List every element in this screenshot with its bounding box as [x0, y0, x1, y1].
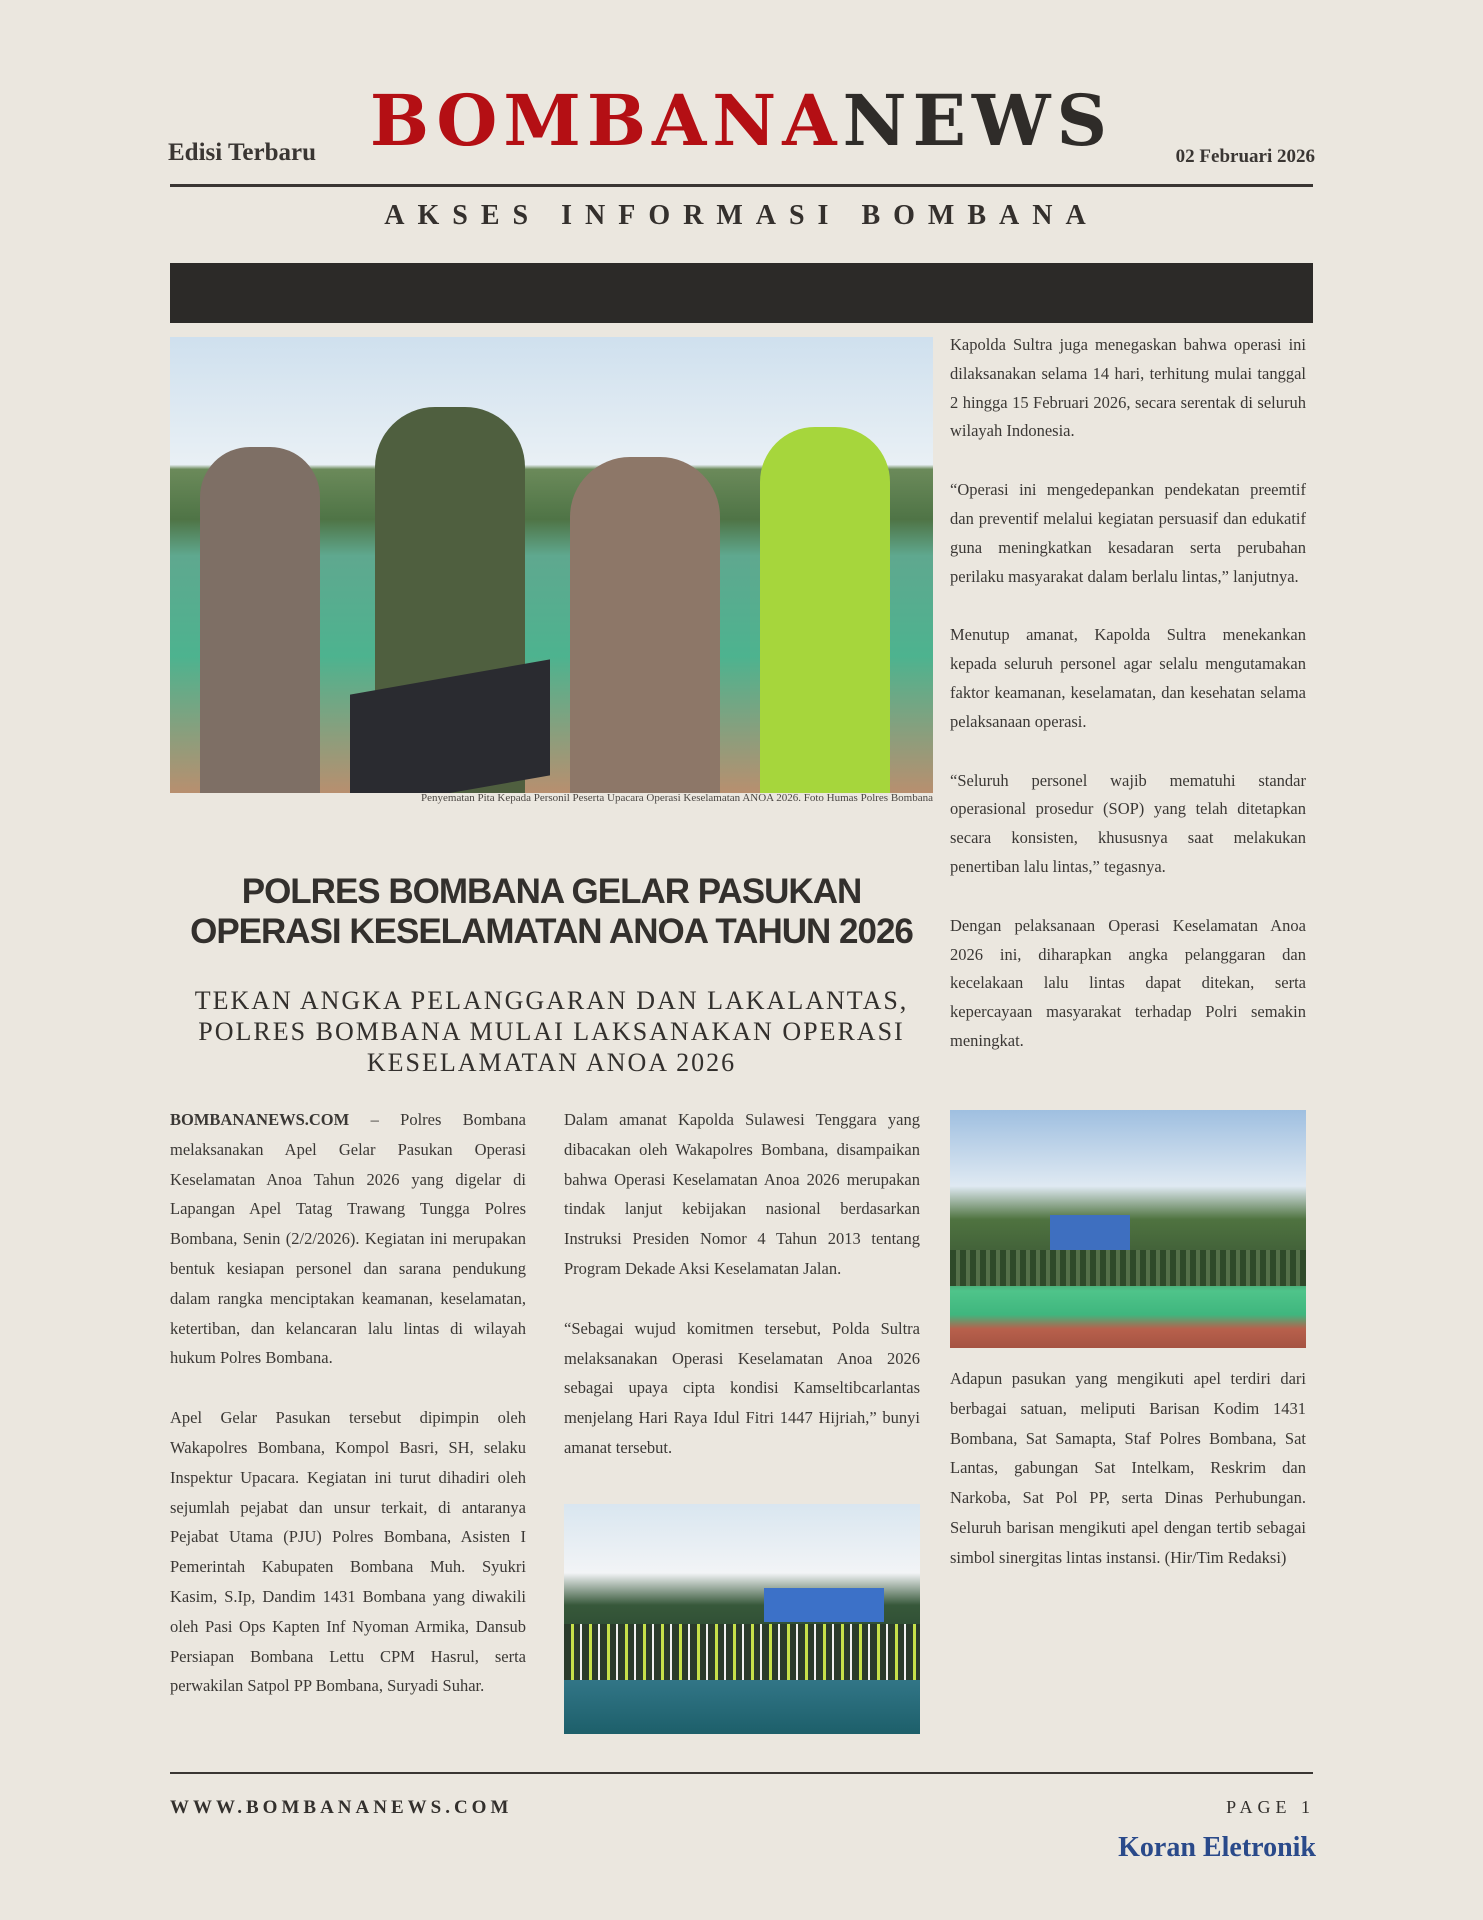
- edition-label: Edisi Terbaru: [168, 139, 316, 166]
- masthead-news: NEWS: [842, 79, 1114, 162]
- masthead-bombana: BOMBANA: [369, 79, 843, 162]
- photo-figure-policewoman: [200, 447, 320, 793]
- article-column-1: [170, 1105, 526, 1731]
- header-black-bar: [170, 263, 1313, 323]
- footer-rule: [170, 1772, 1313, 1774]
- photo-figure-officer: [570, 457, 720, 793]
- article-paragraph: Dengan pelaksanaan Operasi Keselamatan Anoa 2026 ini, diharapkan angka pelanggaran dan kecelakaan lalu lintas dapat ditekan, serta kepercayaan masyarakat terhadap Polri semakin meningkat.: [950, 915, 1306, 1050]
- issue-date: 02 Februari 2026: [1175, 146, 1315, 167]
- article-paragraph: BOMBANANEWS.COM – Polres Bombana melaksanakan Apel Gelar Pasukan Operasi Keselamatan Anoa Tahun 2026 yang digelar di Lapangan Apel Tatag Trawang Tungga Polres Bombana, Senin (2/2/2026). Kegiatan ini merupakan bentuk kesiapan personel dan sarana pendukung dalam rangka menciptakan keamanan, keselamatan, ketertiban, dan kelancaran lalu lintas di wilayah hukum Polres Bombana.: [170, 1110, 526, 1368]
- dateline: BOMBANANEWS.COM: [170, 1110, 350, 1129]
- article-column-3-bottom: [950, 1364, 1306, 1603]
- article-paragraph: Apel Gelar Pasukan tersebut dipimpin oleh Wakapolres Bombana, Kompol Basri, SH, selaku Inspektur Upacara. Kegiatan ini turut dihadiri oleh sejumlah pejabat dan unsur terkait, di antaranya Pejabat Utama (PJU) Polres Bombana, Asisten I Pemerintah Kabupaten Bombana Muh. Syukri Kasim, S.Ip, Dandim 1431 Bombana yang diwakili oleh Pasi Ops Kapten Inf Nyoman Armika, Dansub Persiapan Bombana Lettu CPM Hasrul, serta perwakilan Satpol PP Bombana, Suryadi Suhar.: [170, 1408, 526, 1696]
- footer-brand: Koran Eletronik: [1118, 1832, 1316, 1863]
- photo-troop-row: [950, 1250, 1306, 1286]
- article-paragraph: Menutup amanat, Kapolda Sultra menekankan kepada seluruh personel agar selalu mengutamakan faktor keamanan, keselamatan, dan kesehatan selama pelaksanaan operasi.: [950, 625, 1306, 731]
- article-paragraph: “Operasi ini mengedepankan pendekatan preemtif dan preventif melalui kegiatan persuasif dan edukatif guna meningkatkan kesadaran serta perubahan perilaku masyarakat dalam berlalu lintas,” lanjutnya.: [950, 480, 1306, 586]
- assembly-photo: [564, 1504, 920, 1734]
- header-rule: [170, 184, 1313, 187]
- photo-troop-row: [564, 1624, 920, 1680]
- article-paragraph: “Seluruh personel wajib mematuhi standar operasional prosedur (SOP) yang telah ditetapkan secara konsisten, khususnya saat melakukan penertiban lalu lintas,” tegasnya.: [950, 770, 1306, 876]
- footer-url[interactable]: WWW.BOMBANANEWS.COM: [170, 1797, 513, 1818]
- article-paragraph: Dalam amanat Kapolda Sulawesi Tenggara yang dibacakan oleh Wakapolres Bombana, disampaikan bahwa Operasi Keselamatan Anoa 2026 merupakan tindak lanjut kebijakan nasional berdasarkan Instruksi Presiden Nomor 4 Tahun 2013 tentang Program Dekade Aksi Keselamatan Jalan.: [564, 1110, 920, 1278]
- field-photo: [950, 1110, 1306, 1348]
- photo-banner: [764, 1588, 884, 1622]
- photo-banner: [1050, 1215, 1130, 1251]
- article-paragraph: “Sebagai wujud komitmen tersebut, Polda Sultra melaksanakan Operasi Keselamatan Anoa 2026 sebagai upaya cipta kondisi Kamseltibcarlantas menjelang Hari Raya Idul Fitri 1447 Hijriah,” bunyi amanat tersebut.: [564, 1318, 920, 1457]
- tagline: AKSES INFORMASI BOMBANA: [384, 200, 1099, 231]
- photo-caption: Penyematan Pita Kepada Personil Peserta Upacara Operasi Keselamatan ANOA 2026. Foto Humas Polres Bombana: [421, 792, 933, 804]
- article-column-2: [564, 1105, 920, 1493]
- page-number: PAGE 1: [1226, 1797, 1315, 1817]
- headline: POLRES BOMBANA GELAR PASUKAN OPERASI KESELAMATAN ANOA TAHUN 2026: [190, 872, 913, 951]
- article-paragraph: Kapolda Sultra juga menegaskan bahwa operasi ini dilaksanakan selama 14 hari, terhitung mulai tanggal 2 hingga 15 Februari 2026, secara serentak di seluruh wilayah Indonesia.: [950, 335, 1306, 441]
- article-column-3-top: [950, 331, 1306, 1086]
- article-paragraph: Adapun pasukan yang mengikuti apel terdiri dari berbagai satuan, meliputi Barisan Kodim 1431 Bombana, Sat Samapta, Staf Polres Bombana, Sat Lantas, gabungan Sat Intelkam, Reskrim dan Narkoba, Sat Pol PP, serta Dinas Perhubungan. Seluruh barisan mengikuti apel dengan tertib sebagai simbol sinergitas lintas instansi. (Hir/Tim Redaksi): [950, 1369, 1306, 1567]
- main-photo: [170, 337, 933, 793]
- photo-figure-traffic-police: [760, 427, 890, 793]
- subheadline: TEKAN ANGKA PELANGGARAN DAN LAKALANTAS, POLRES BOMBANA MULAI LAKSANAKAN OPERASI KESELAMATAN ANOA 2026: [194, 986, 909, 1077]
